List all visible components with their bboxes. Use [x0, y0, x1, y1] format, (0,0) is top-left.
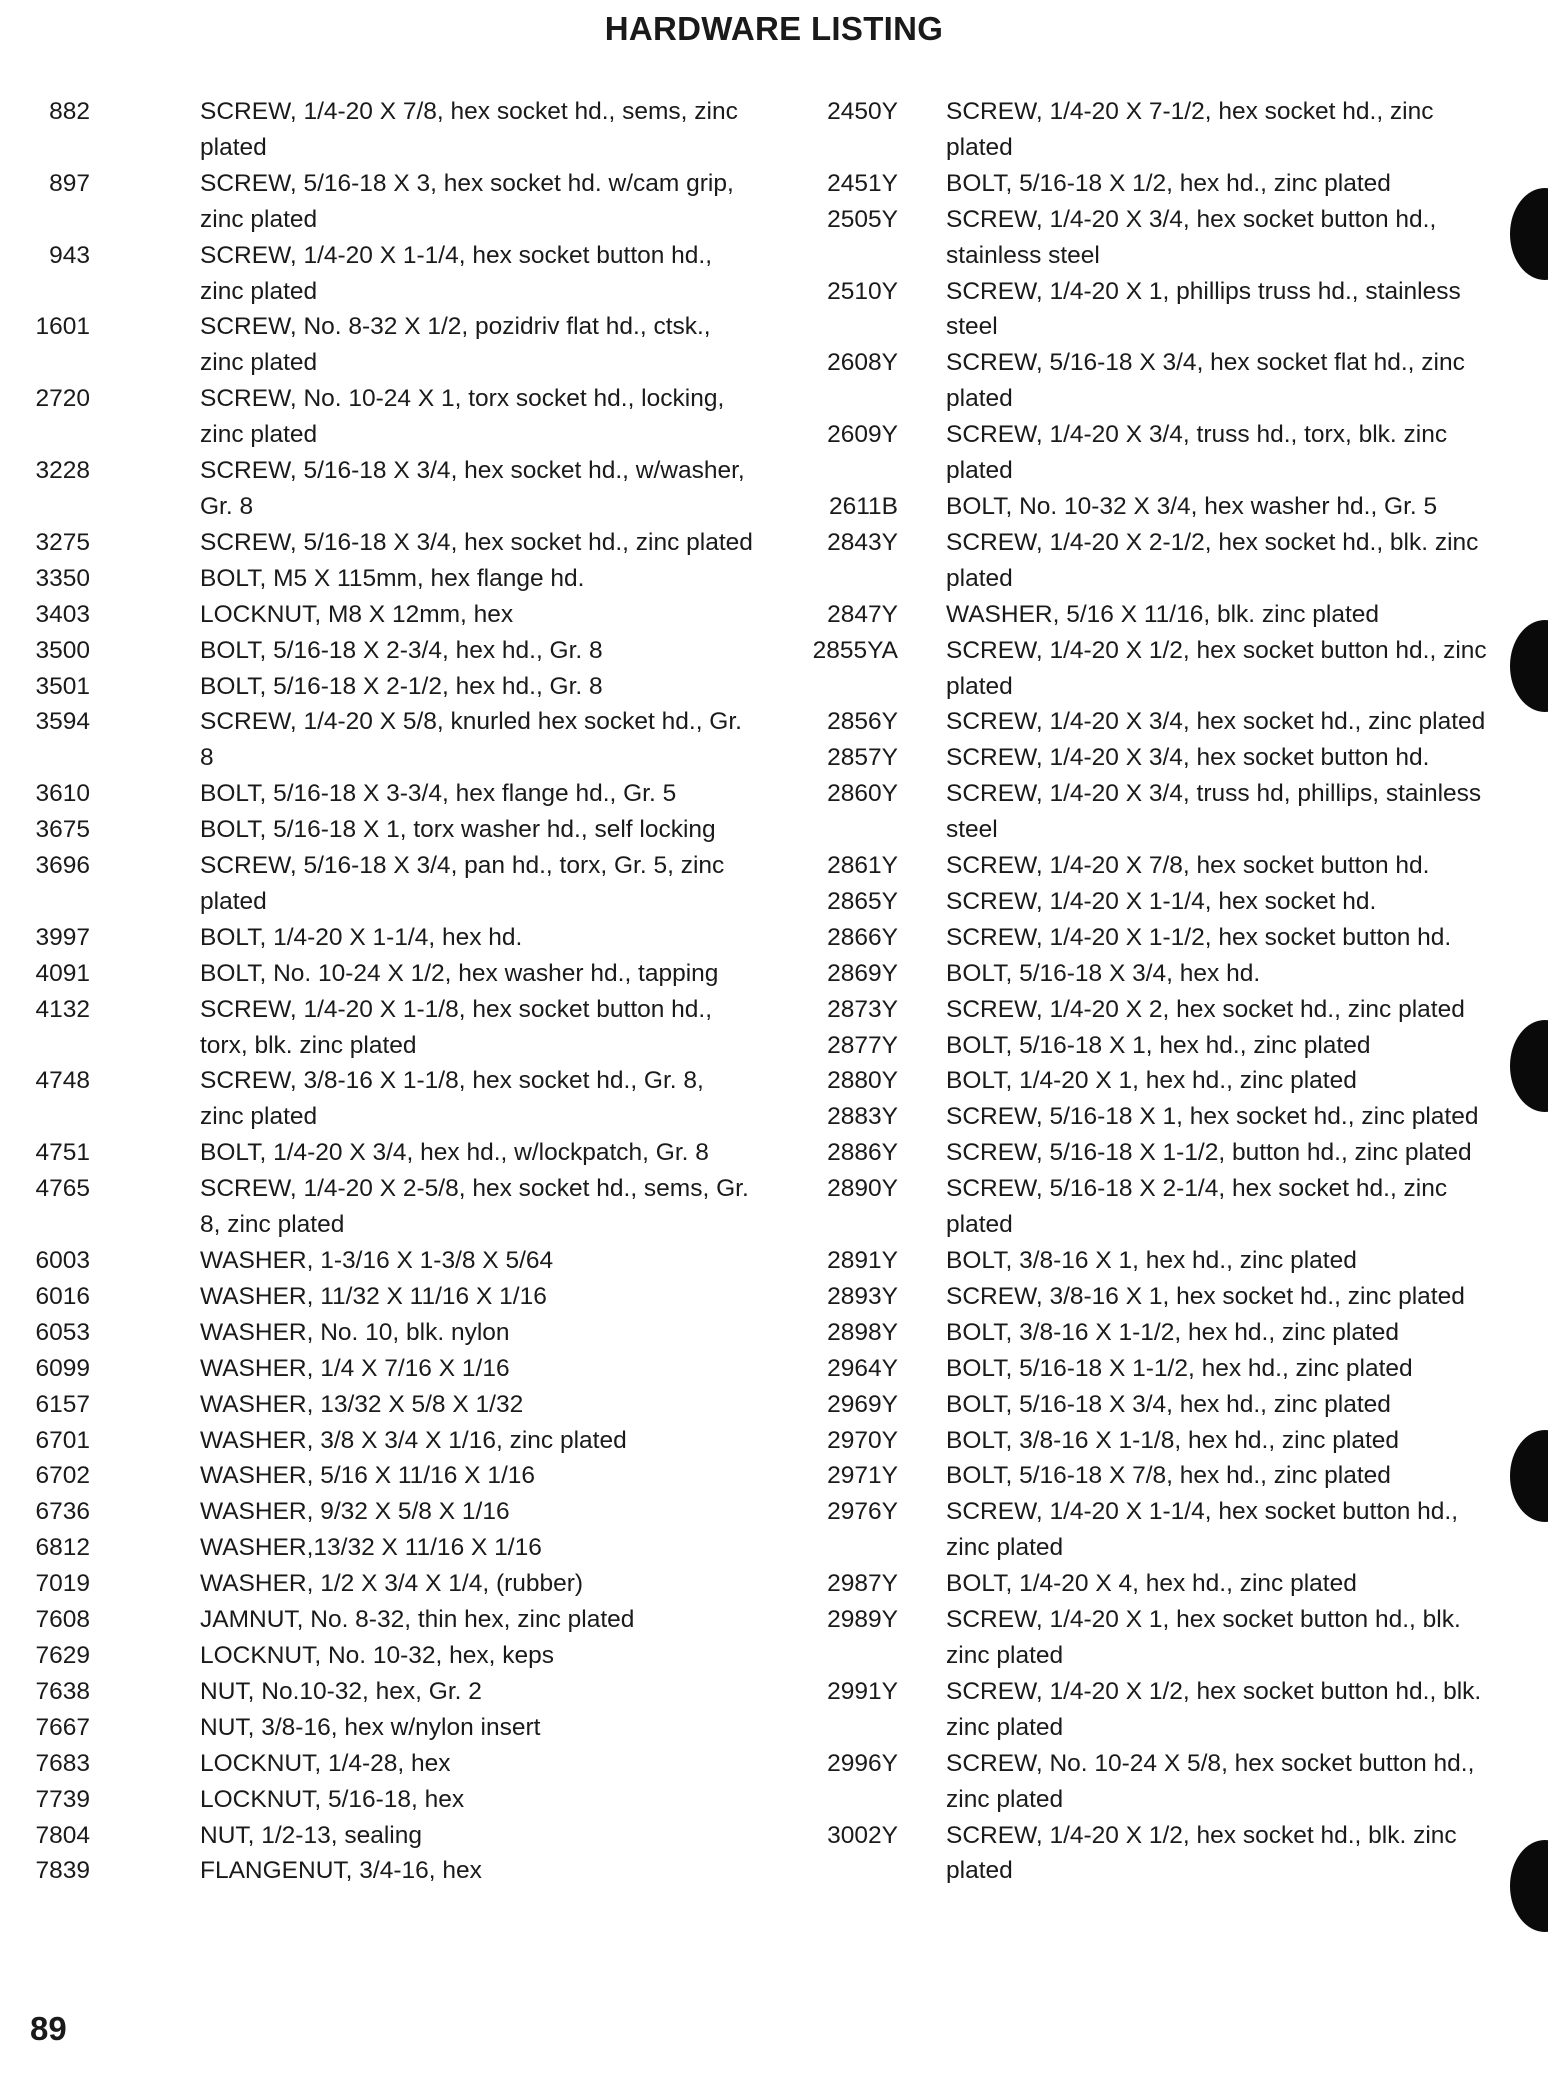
part-description: JAMNUT, No. 8-32, thin hex, zinc plated [200, 1606, 635, 1634]
part-number: 7683 [35, 1749, 90, 1777]
part-number: 2996Y [827, 1749, 898, 1777]
part-number: 2991Y [827, 1677, 898, 1705]
part-number: 3350 [35, 564, 90, 592]
part-description: BOLT, No. 10-32 X 3/4, hex washer hd., Gr. 5 [946, 492, 1438, 520]
parts-list-item [34, 561, 754, 597]
parts-list-item [804, 848, 1504, 884]
parts-list-item [804, 202, 1504, 274]
parts-list-item [804, 1171, 1504, 1243]
part-description: SCREW, 1/4-20 X 3/4, truss hd, phillips, stainless steel [946, 780, 1482, 844]
parts-list-item [34, 1566, 754, 1602]
left-column [34, 94, 754, 1889]
binder-hole-decoration [1510, 1430, 1548, 1522]
part-number: 3696 [35, 852, 90, 880]
parts-list-item [804, 274, 1504, 346]
part-number: 2855YA [812, 636, 898, 664]
part-description: WASHER, 1/2 X 3/4 X 1/4, (rubber) [200, 1570, 584, 1598]
part-description: NUT, 1/2-13, sealing [200, 1821, 422, 1849]
parts-list-item [34, 704, 754, 776]
page-title: HARDWARE LISTING [604, 10, 944, 47]
part-description: BOLT, 5/16-18 X 3-3/4, hex flange hd., Gr. 5 [200, 780, 677, 808]
part-description: BOLT, 5/16-18 X 3/4, hex hd. [946, 959, 1261, 987]
part-number: 3002Y [827, 1821, 898, 1849]
part-description: LOCKNUT, 1/4-28, hex [200, 1749, 451, 1777]
part-number: 6736 [35, 1498, 90, 1526]
parts-list-item [804, 1674, 1504, 1746]
part-number: 3594 [35, 708, 90, 736]
part-description: WASHER, No. 10, blk. nylon [200, 1318, 510, 1346]
part-number: 7804 [35, 1821, 90, 1849]
parts-list-item [804, 776, 1504, 848]
part-number: 2987Y [827, 1570, 898, 1598]
part-description: SCREW, 1/4-20 X 3/4, hex socket button hd., stainless steel [946, 205, 1437, 269]
parts-list-item [34, 1458, 754, 1494]
parts-list-item [34, 1602, 754, 1638]
parts-list-item [34, 1135, 754, 1171]
part-description: SCREW, 1/4-20 X 2-1/2, hex socket hd., blk. zinc plated [946, 528, 1479, 592]
parts-list-item [34, 1315, 754, 1351]
part-number: 7629 [35, 1641, 90, 1669]
parts-list-item [804, 1494, 1504, 1566]
part-description: BOLT, 3/8-16 X 1-1/2, hex hd., zinc plated [946, 1318, 1400, 1346]
part-description: BOLT, 5/16-18 X 1, hex hd., zinc plated [946, 1031, 1371, 1059]
part-number: 6003 [35, 1247, 90, 1274]
part-description: SCREW, 5/16-18 X 3/4, pan hd., torx, Gr. 5, zinc plated [200, 852, 725, 915]
parts-list-item [804, 1566, 1504, 1602]
part-description: LOCKNUT, 5/16-18, hex [200, 1785, 465, 1813]
parts-list-item [804, 920, 1504, 956]
part-number: 4132 [35, 995, 90, 1023]
part-description: BOLT, 5/16-18 X 2-1/2, hex hd., Gr. 8 [200, 672, 603, 700]
page-number: 89 [30, 2010, 67, 2047]
part-number: 2971Y [827, 1462, 898, 1490]
part-number: 7739 [35, 1785, 90, 1813]
part-number: 2847Y [827, 600, 898, 628]
part-number: 2611B [828, 492, 898, 520]
part-number: 6157 [35, 1390, 90, 1418]
part-number: 2857Y [827, 744, 898, 772]
part-description: LOCKNUT, No. 10-32, hex, keps [200, 1641, 555, 1669]
part-description: SCREW, 1/4-20 X 1-1/4, hex socket hd. [946, 887, 1377, 915]
part-number: 6099 [35, 1354, 90, 1382]
parts-list-item [804, 94, 1504, 166]
parts-list-item [804, 1279, 1504, 1315]
part-number: 943 [49, 241, 90, 269]
part-number: 2964Y [827, 1354, 898, 1382]
part-description: BOLT, 3/8-16 X 1-1/8, hex hd., zinc plated [946, 1426, 1400, 1454]
part-description: WASHER, 11/32 X 11/16 X 1/16 [200, 1282, 547, 1310]
parts-list-item [804, 1387, 1504, 1423]
parts-list-item [34, 381, 754, 453]
part-description: SCREW, 3/8-16 X 1-1/8, hex socket hd., Gr. 8, zinc plated [200, 1067, 704, 1131]
part-number: 897 [49, 169, 90, 197]
part-description: NUT, No.10-32, hex, Gr. 2 [200, 1677, 482, 1705]
part-number: 2883Y [827, 1103, 898, 1131]
part-number: 2609Y [827, 421, 898, 449]
parts-list-item [804, 1099, 1504, 1135]
part-number: 7667 [35, 1713, 90, 1741]
part-description: SCREW, 1/4-20 X 1, phillips truss hd., stainless steel [946, 277, 1461, 341]
part-description: SCREW, 1/4-20 X 3/4, hex socket hd., zinc plated [946, 708, 1486, 736]
part-description: SCREW, 1/4-20 X 3/4, truss hd., torx, blk. zinc plated [946, 421, 1448, 485]
part-description: WASHER, 5/16 X 11/16, blk. zinc plated [946, 600, 1380, 628]
part-description: SCREW, 5/16-18 X 2-1/4, hex socket hd., zinc plated [946, 1175, 1448, 1239]
parts-list-item [804, 1458, 1504, 1494]
parts-list-item [804, 1315, 1504, 1351]
part-description: WASHER, 3/8 X 3/4 X 1/16, zinc plated [200, 1426, 627, 1454]
part-number: 6812 [35, 1534, 90, 1562]
part-number: 2989Y [827, 1606, 898, 1634]
part-description: BOLT, 5/16-18 X 1/2, hex hd., zinc plated [946, 169, 1391, 197]
part-number: 2720 [35, 385, 90, 413]
right-column [804, 94, 1504, 1889]
parts-list-item [34, 1171, 754, 1243]
parts-list-item [804, 525, 1504, 597]
part-description: BOLT, 5/16-18 X 7/8, hex hd., zinc plated [946, 1462, 1391, 1490]
part-description: SCREW, 1/4-20 X 1-1/4, hex socket button hd., zinc plated [200, 241, 713, 305]
part-number: 2890Y [827, 1175, 898, 1203]
part-number: 2869Y [827, 959, 898, 987]
part-description: BOLT, 5/16-18 X 3/4, hex hd., zinc plated [946, 1390, 1391, 1418]
part-description: SCREW, 5/16-18 X 3/4, hex socket flat hd., zinc plated [946, 349, 1465, 413]
part-description: WASHER, 1/4 X 7/16 X 1/16 [200, 1354, 510, 1382]
parts-list-item [34, 597, 754, 633]
part-description: SCREW, 1/4-20 X 3/4, hex socket button hd. [946, 744, 1430, 772]
parts-list-item [804, 1028, 1504, 1064]
parts-list-item [34, 1423, 754, 1459]
part-description: SCREW, 1/4-20 X 7/8, hex socket hd., sems, zinc plated [200, 98, 738, 161]
part-description: NUT, 3/8-16, hex w/nylon insert [200, 1713, 541, 1741]
part-number: 2451Y [827, 169, 898, 197]
parts-list-item [804, 992, 1504, 1028]
part-number: 2505Y [827, 205, 898, 233]
part-description: BOLT, 3/8-16 X 1, hex hd., zinc plated [946, 1247, 1357, 1274]
part-number: 4748 [35, 1067, 90, 1095]
parts-list-item [804, 1818, 1504, 1890]
part-number: 882 [49, 98, 90, 125]
part-number: 3228 [35, 457, 90, 485]
parts-list-item [34, 1530, 754, 1566]
part-number: 2886Y [827, 1139, 898, 1167]
parts-list-item [34, 309, 754, 381]
part-description: BOLT, 5/16-18 X 2-3/4, hex hd., Gr. 8 [200, 636, 603, 664]
parts-list-item [34, 1853, 754, 1889]
parts-list-item [34, 1351, 754, 1387]
parts-list-item [34, 166, 754, 238]
part-description: SCREW, 5/16-18 X 3/4, hex socket hd., w/washer, Gr. 8 [200, 457, 745, 520]
part-number: 3500 [35, 636, 90, 664]
parts-list-item [804, 417, 1504, 489]
part-description: SCREW, 1/4-20 X 1/2, hex socket button hd., zinc plated [946, 636, 1487, 700]
parts-list-item [34, 1243, 754, 1279]
part-number: 2970Y [827, 1426, 898, 1454]
parts-list-item [34, 525, 754, 561]
part-description: BOLT, 1/4-20 X 1-1/4, hex hd. [200, 923, 523, 951]
part-description: SCREW, 5/16-18 X 1-1/2, button hd., zinc plated [946, 1139, 1472, 1167]
part-description: SCREW, No. 10-24 X 5/8, hex socket button hd., zinc plated [946, 1749, 1475, 1813]
part-description: SCREW, 1/4-20 X 7/8, hex socket button hd. [946, 852, 1430, 880]
part-number: 1601 [35, 313, 90, 341]
part-description: WASHER, 9/32 X 5/8 X 1/16 [200, 1498, 510, 1526]
part-description: BOLT, 1/4-20 X 1, hex hd., zinc plated [946, 1067, 1357, 1095]
part-number: 2843Y [827, 528, 898, 556]
binder-hole-decoration [1510, 188, 1548, 280]
part-description: WASHER, 13/32 X 5/8 X 1/32 [200, 1390, 524, 1418]
part-number: 2608Y [827, 349, 898, 377]
parts-list-item [34, 633, 754, 669]
part-number: 2976Y [827, 1498, 898, 1526]
part-description: SCREW, 1/4-20 X 1, hex socket button hd., blk. zinc plated [946, 1606, 1461, 1669]
parts-list-item [34, 992, 754, 1064]
parts-list-item [804, 633, 1504, 705]
part-number: 6016 [35, 1282, 90, 1310]
part-number: 7839 [35, 1857, 90, 1885]
parts-list-item [804, 1135, 1504, 1171]
parts-list-item [804, 345, 1504, 417]
part-description: SCREW, 1/4-20 X 1-1/4, hex socket button hd., zinc plated [946, 1498, 1459, 1562]
part-description: LOCKNUT, M8 X 12mm, hex [200, 600, 514, 628]
part-number: 6701 [35, 1426, 90, 1454]
part-description: SCREW, 1/4-20 X 1-1/8, hex socket button hd., torx, blk. zinc plated [200, 995, 713, 1059]
part-description: WASHER, 1-3/16 X 1-3/8 X 5/64 [200, 1247, 554, 1274]
parts-list-item [34, 94, 754, 166]
parts-list-item [34, 848, 754, 920]
binder-hole-decoration [1510, 620, 1548, 712]
part-description: BOLT, M5 X 115mm, hex flange hd. [200, 564, 585, 592]
part-number: 2893Y [827, 1282, 898, 1310]
part-number: 2866Y [827, 923, 898, 951]
part-number: 3501 [35, 672, 90, 700]
binder-hole-decoration [1510, 1020, 1548, 1112]
part-number: 2880Y [827, 1067, 898, 1095]
part-description: SCREW, 3/8-16 X 1, hex socket hd., zinc plated [946, 1282, 1465, 1310]
part-number: 2877Y [827, 1031, 898, 1059]
part-number: 6053 [35, 1318, 90, 1346]
parts-list-item [804, 1351, 1504, 1387]
parts-list-item [34, 1818, 754, 1854]
part-number: 3675 [35, 816, 90, 844]
parts-list-item [804, 1746, 1504, 1818]
parts-list-item [804, 884, 1504, 920]
part-description: BOLT, 1/4-20 X 4, hex hd., zinc plated [946, 1570, 1357, 1598]
parts-list-item [804, 489, 1504, 525]
part-number: 2860Y [827, 780, 898, 808]
part-description: BOLT, No. 10-24 X 1/2, hex washer hd., tapping [200, 959, 719, 987]
part-description: SCREW, 1/4-20 X 2-5/8, hex socket hd., sems, Gr. 8, zinc plated [200, 1175, 749, 1239]
parts-list-item [34, 956, 754, 992]
part-number: 3610 [35, 780, 90, 808]
part-number: 3403 [35, 600, 90, 628]
parts-list-item [804, 704, 1504, 740]
part-description: SCREW, No. 8-32 X 1/2, pozidriv flat hd., ctsk., zinc plated [200, 313, 711, 377]
part-number: 7608 [35, 1606, 90, 1634]
part-number: 2898Y [827, 1318, 898, 1346]
part-number: 2450Y [827, 98, 898, 125]
part-number: 2510Y [827, 277, 898, 305]
parts-list-item [804, 1063, 1504, 1099]
part-number: 2865Y [827, 887, 898, 915]
part-description: SCREW, 1/4-20 X 1/2, hex socket button hd., blk. zinc plated [946, 1677, 1482, 1741]
parts-list-item [34, 1638, 754, 1674]
part-description: SCREW, 1/4-20 X 1-1/2, hex socket button hd. [946, 923, 1452, 951]
parts-list-item [34, 1746, 754, 1782]
part-description: SCREW, 5/16-18 X 1, hex socket hd., zinc plated [946, 1103, 1479, 1131]
part-description: SCREW, No. 10-24 X 1, torx socket hd., locking, zinc plated [200, 385, 725, 449]
part-number: 7019 [35, 1570, 90, 1598]
parts-list-item [34, 1782, 754, 1818]
parts-list-item [34, 1279, 754, 1315]
parts-list-item [34, 1387, 754, 1423]
parts-list-item [804, 597, 1504, 633]
part-number: 3997 [35, 923, 90, 951]
part-number: 4091 [35, 959, 90, 987]
part-description: SCREW, 1/4-20 X 5/8, knurled hex socket hd., Gr. 8 [200, 708, 742, 772]
parts-list-item [34, 238, 754, 310]
part-number: 2856Y [827, 708, 898, 736]
part-number: 2891Y [827, 1247, 898, 1274]
part-description: BOLT, 5/16-18 X 1, torx washer hd., self locking [200, 816, 716, 844]
part-number: 3275 [35, 528, 90, 556]
part-number: 4765 [35, 1175, 90, 1203]
parts-list-item [34, 1494, 754, 1530]
part-description: FLANGENUT, 3/4-16, hex [200, 1857, 482, 1885]
part-description: WASHER,13/32 X 11/16 X 1/16 [200, 1534, 542, 1562]
part-description: WASHER, 5/16 X 11/16 X 1/16 [200, 1462, 536, 1490]
part-number: 4751 [35, 1139, 90, 1167]
parts-list-item [804, 956, 1504, 992]
part-number: 2969Y [827, 1390, 898, 1418]
binder-hole-decoration [1510, 1840, 1548, 1932]
part-number: 2861Y [827, 852, 898, 880]
parts-list-item [804, 1602, 1504, 1674]
parts-list-item [34, 920, 754, 956]
parts-list-item [804, 1243, 1504, 1279]
part-description: BOLT, 1/4-20 X 3/4, hex hd., w/lockpatch, Gr. 8 [200, 1139, 709, 1167]
part-number: 2873Y [827, 995, 898, 1023]
part-description: SCREW, 1/4-20 X 2, hex socket hd., zinc plated [946, 995, 1465, 1023]
parts-list-item [34, 1063, 754, 1135]
part-description: BOLT, 5/16-18 X 1-1/2, hex hd., zinc plated [946, 1354, 1413, 1382]
part-description: SCREW, 5/16-18 X 3/4, hex socket hd., zinc plated [200, 528, 753, 556]
parts-list-item [34, 776, 754, 812]
part-description: SCREW, 5/16-18 X 3, hex socket hd. w/cam grip, zinc plated [200, 169, 734, 233]
parts-list-item [34, 1710, 754, 1746]
parts-list-item [34, 669, 754, 705]
part-number: 6702 [35, 1462, 90, 1490]
parts-list-item [34, 812, 754, 848]
part-number: 7638 [35, 1677, 90, 1705]
parts-list-item [34, 1674, 754, 1710]
parts-list-item [34, 453, 754, 525]
part-description: SCREW, 1/4-20 X 7-1/2, hex socket hd., zinc plated [946, 98, 1434, 161]
parts-list-item [804, 1423, 1504, 1459]
part-description: SCREW, 1/4-20 X 1/2, hex socket hd., blk. zinc plated [946, 1821, 1457, 1885]
parts-list-item [804, 740, 1504, 776]
parts-list-item [804, 166, 1504, 202]
